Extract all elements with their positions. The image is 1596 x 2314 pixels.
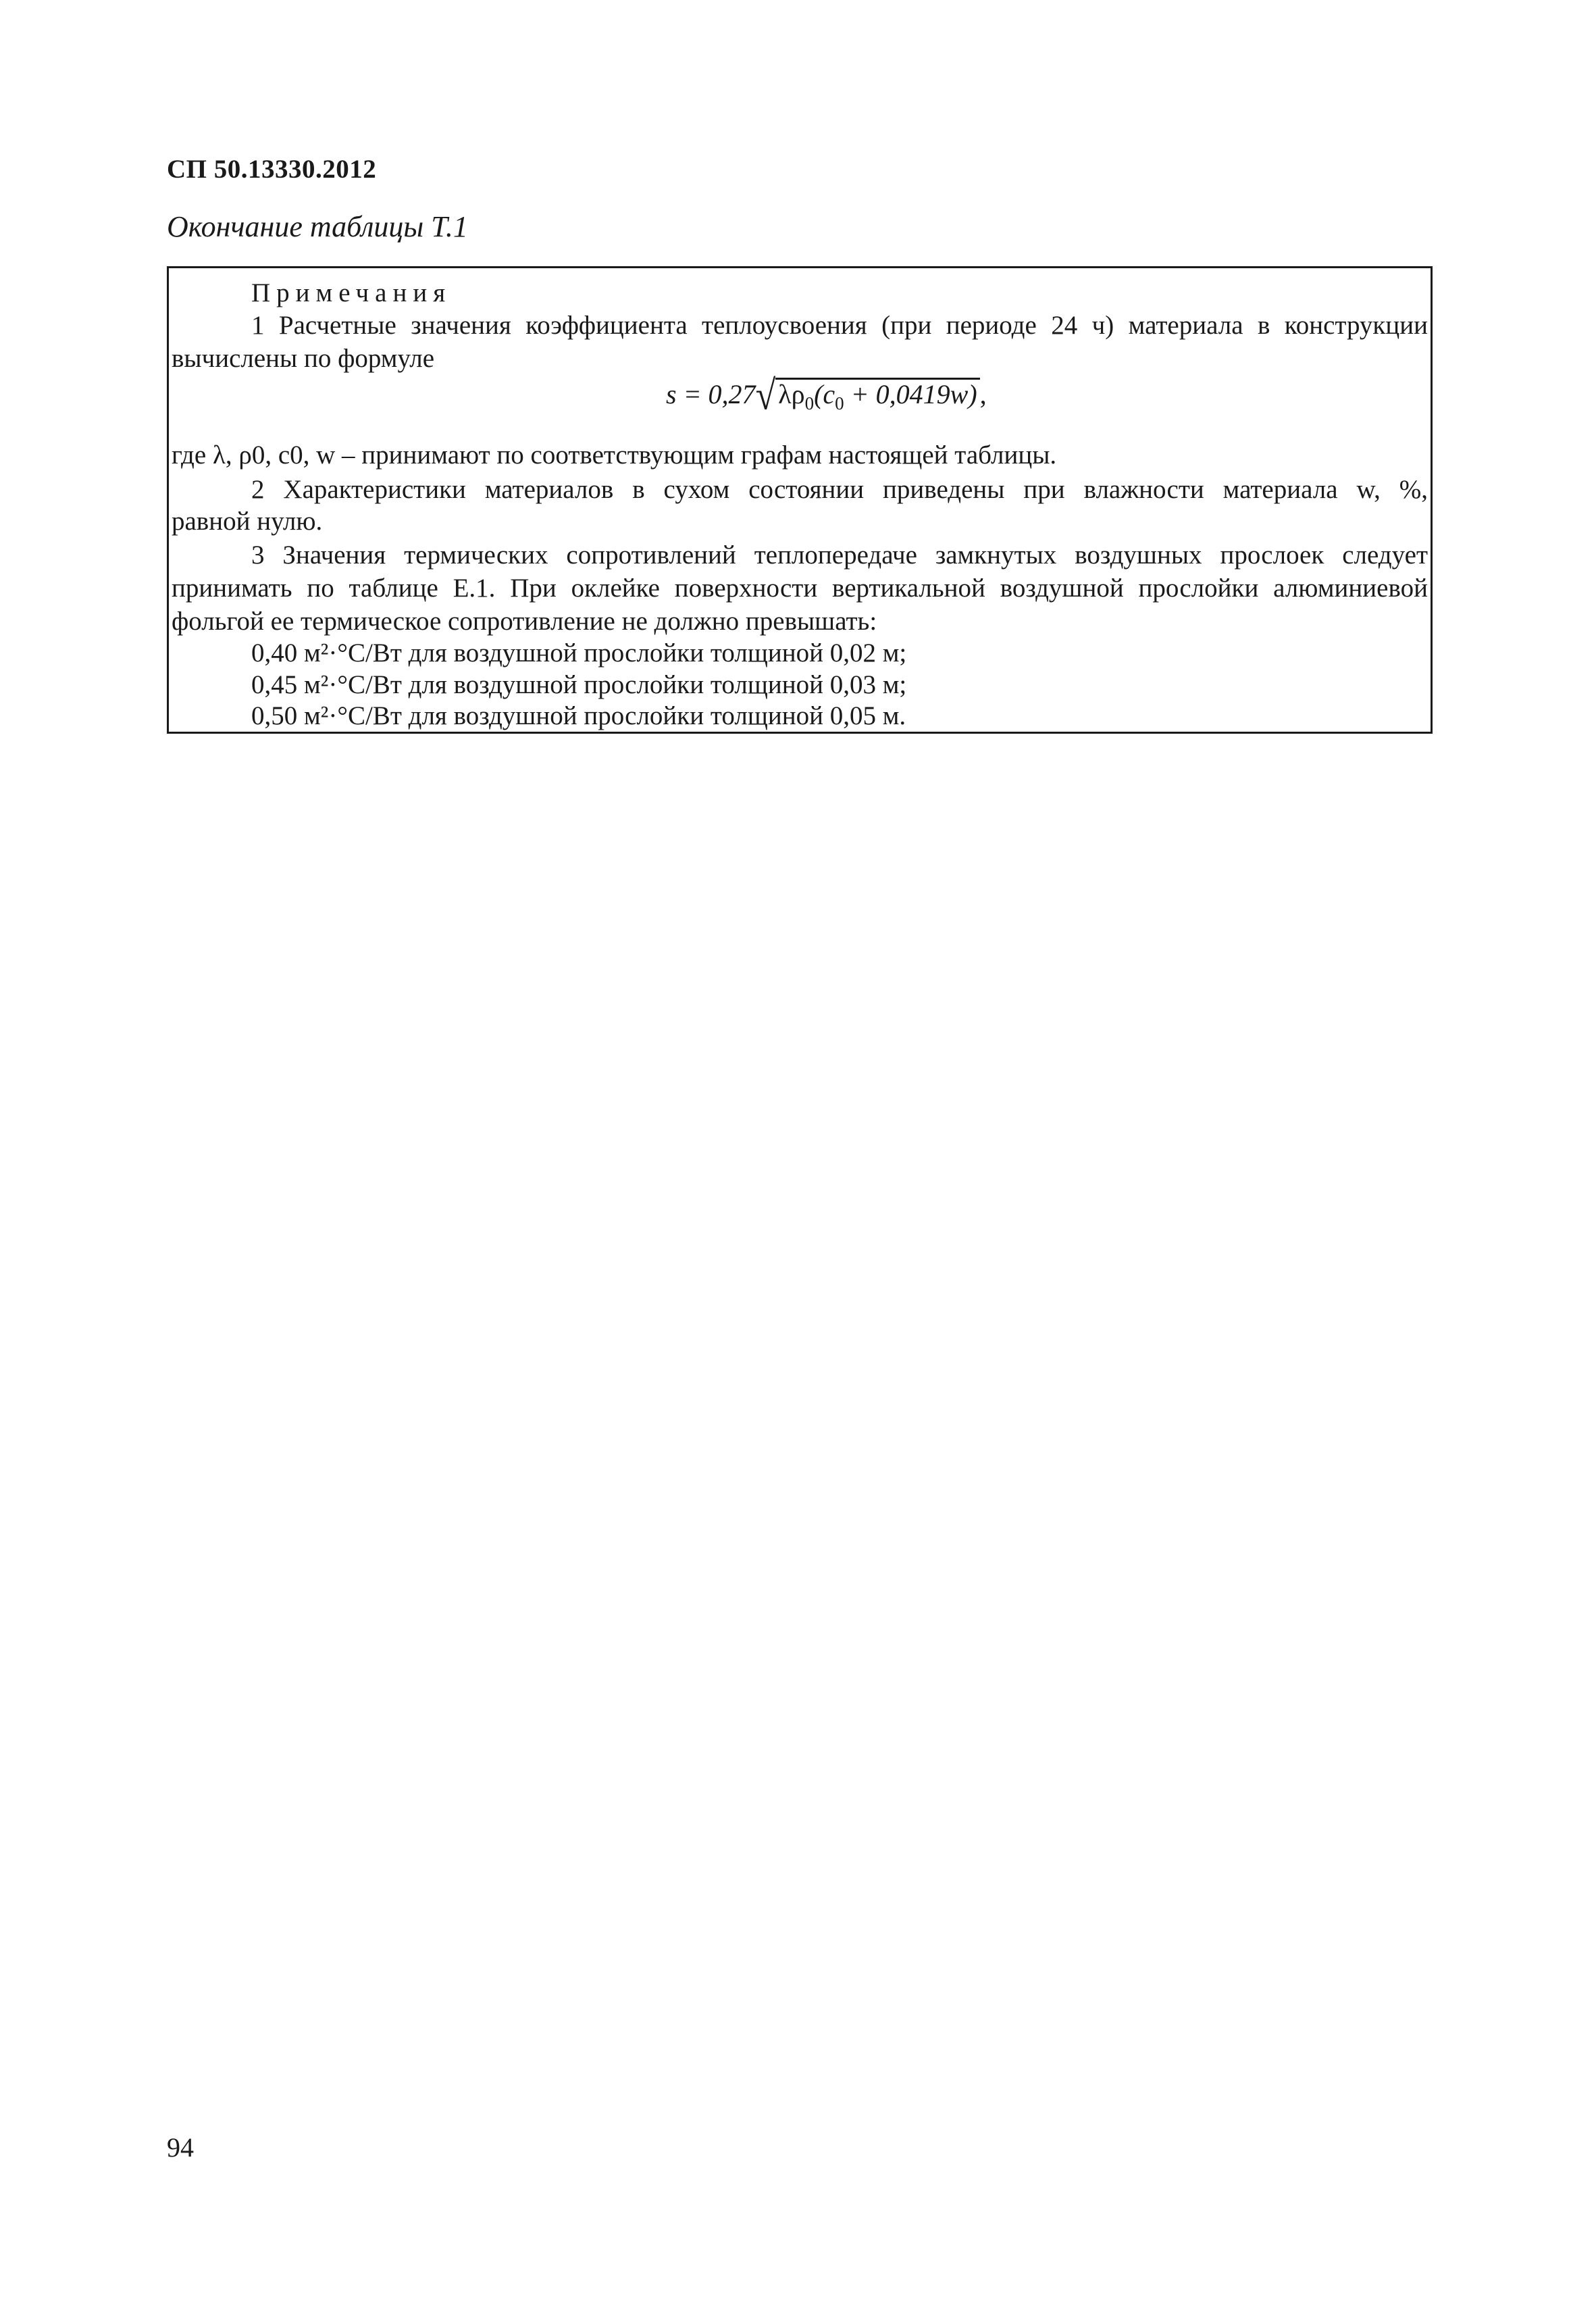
teplousvoenie-formula xyxy=(666,372,987,419)
note3-line2: принимать по таблице Е.1. При оклейке поверхности вертикальной воздушной прослойки алюминиевой xyxy=(172,574,1428,603)
formula-radicand xyxy=(775,378,979,418)
note3-item-1: 0,40 м²·°С/Вт для воздушной прослойки толщиной 0,02 м; xyxy=(251,638,907,668)
note3-item-2: 0,45 м²·°С/Вт для воздушной прослойки толщиной 0,03 м; xyxy=(251,670,907,699)
page-number: 94 xyxy=(167,2132,194,2163)
formula-sub0: 0 xyxy=(804,393,815,413)
note2-line1: 2 Характеристики материалов в сухом состоянии приведены при влажности материала w, %, xyxy=(251,475,1428,504)
formula-radicand-a: λρ xyxy=(778,379,805,409)
note1-line1: 1 Расчетные значения коэффициента теплоусвоения (при периоде 24 ч) материала в конструкции xyxy=(251,311,1428,340)
note3-item-3: 0,50 м²·°С/Вт для воздушной прослойки толщиной 0,05 м. xyxy=(251,701,906,730)
formula-trailing: , xyxy=(979,379,987,409)
notes-box xyxy=(167,266,1433,734)
document-code: СП 50.13330.2012 xyxy=(167,155,377,184)
note3-line3: фольгой ее термическое сопротивление не должно превышать: xyxy=(172,607,877,636)
note3-line1: 3 Значения термических сопротивлений теплопередаче замкнутых воздушных прослоек следует xyxy=(251,540,1428,570)
note1-line2: вычислены по формуле xyxy=(172,344,435,373)
notes-heading: Примечания xyxy=(251,278,452,307)
formula-sub1: 0 xyxy=(835,393,844,413)
formula-lhs: s = 0,27 xyxy=(666,379,756,409)
note2-line2: равной нулю. xyxy=(172,507,323,536)
formula-radicand-c: + 0,0419w) xyxy=(844,379,977,409)
formula-radicand-b: (c xyxy=(814,379,835,409)
square-root-icon: √ xyxy=(755,372,776,419)
table-caption: Окончание таблицы Т.1 xyxy=(167,210,468,243)
note1-line3: где λ, ρ0, c0, w – принимают по соответствующим графам настоящей таблицы. xyxy=(172,441,1057,470)
